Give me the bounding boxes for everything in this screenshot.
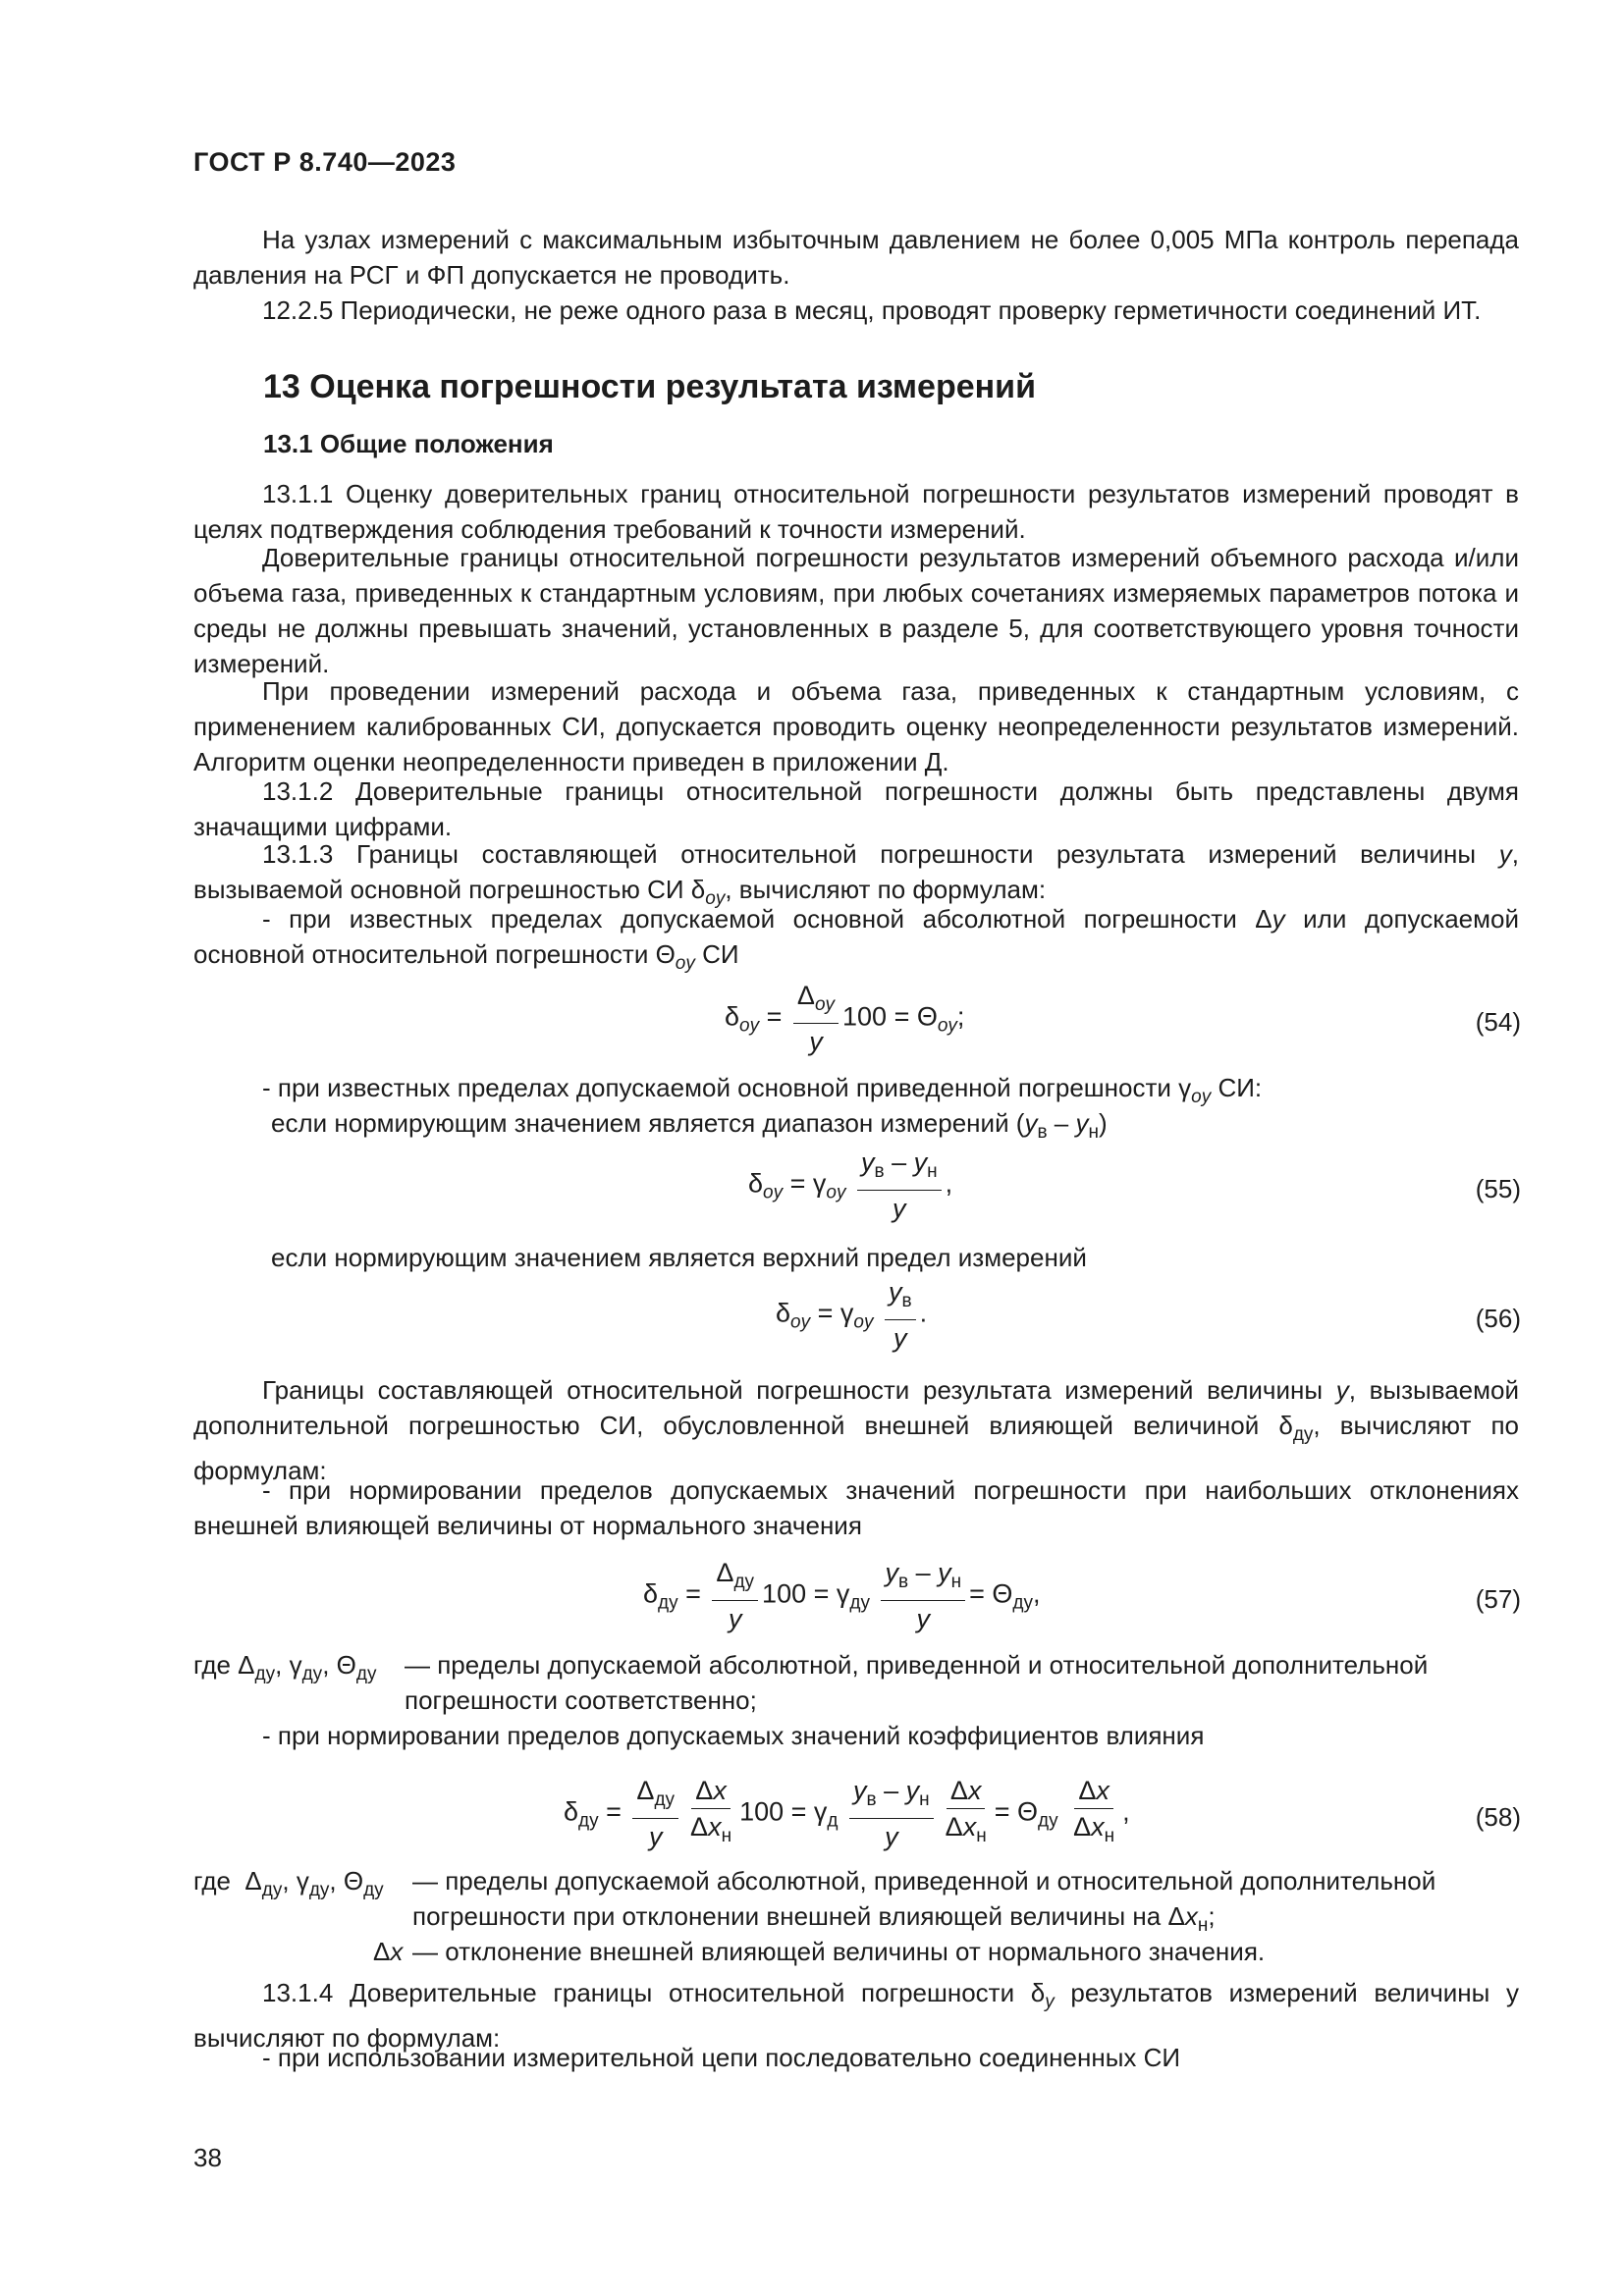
paragraph: 13.1.3 Границы составляющей относительной погрешности результата измерений величины y, вызываемой основной погрешностью СИ $\delta_{oy}$, вычисляют по формулам: <box>193 839 1519 909</box>
equation-number: (56) <box>1475 1304 1521 1333</box>
formula-54: $\delta_{oy}$ = $\frac{\Delta_{oy}}{y}$ $100 = \Theta_{oy}$; <box>725 981 965 1056</box>
section-title: 13 Оценка погрешности результата измерений <box>263 368 1036 405</box>
paragraph: При проведении измерений расхода и объема газа, приведенных к стандартным условиям, с применением калиброванных СИ, допускается проводить оценку неопределенности результатов измерений. Алгоритм оценки неопределенности приведен в приложении Д. <box>193 676 1519 776</box>
paragraph: На узлах измерений с максимальным избыточным давлением не более 0,005 МПа контроль перепада давления на РСГ и ФП допускается не проводить. <box>193 225 1519 290</box>
formula-58: $\delta_{ду}$ = $\frac{\Delta_{ду}}{y}$ $\frac{\Delta x}{\Delta x_н}$ $100 = \gamma_д$ $\frac{y_в - y_н}{y}$ $\frac{\Delta x}{\Delta x_н}$ = $\Theta_{ду}$ $\frac{\Delta x}{\Delta x_н}$ , <box>564 1776 1130 1851</box>
formula-55: $\delta_{oy} = \gamma_{oy}$ $\frac{y_в - y_н}{y}$ , <box>748 1148 953 1223</box>
equation-number: (54) <box>1475 1007 1521 1037</box>
paragraph: 13.1.2 Доверительные границы относительной погрешности должны быть представлены двумя значащими цифрами. <box>193 776 1519 841</box>
where-description: — отклонение внешней влияющей величины от нормального значения. <box>412 1937 1266 1966</box>
paragraph: Доверительные границы относительной погрешности результатов измерений объемного расхода и/или объема газа, приведенных к стандартным условиям, при любых сочетаниях измеряемых параметров потока и среды не должны превышать значений, установленных в разделе 5, для соответствующего уровня точности измерений. <box>193 543 1519 678</box>
paragraph: 13.1.4 Доверительные границы относительной погрешности $\delta_y$ результатов измерений величины у вычисляют по формулам: <box>193 1978 1519 2053</box>
where-description: — пределы допускаемой абсолютной, приведенной и относительной дополнительной погрешности при отклонении внешней влияющей величины на $\Delta x_н$; <box>412 1866 1436 1936</box>
paragraph: 12.2.5 Периодически, не реже одного раза в месяц, проводят проверку герметичности соединений ИТ. <box>262 295 1482 325</box>
formula-56: $\delta_{oy} = \gamma_{oy}$ $\frac{y_в}{y}$ . <box>776 1277 928 1353</box>
paragraph: Границы составляющей относительной погрешности результата измерений величины y, вызываемой дополнительной погрешностью СИ, обусловленной внешней влияющей величиной $\delta_{ду}$, вычисляют по формулам: <box>193 1375 1519 1485</box>
formula-57: $\delta_{ду}$ = $\frac{\Delta_{ду}}{y}$ $100 = \gamma_{ду}$ $\frac{y_в - y_н}{y}$ = $\Theta_{ду}$, <box>643 1558 1041 1633</box>
equation-number: (55) <box>1475 1174 1521 1203</box>
equation-number: (57) <box>1475 1584 1521 1614</box>
paragraph: - при известных пределах допускаемой основной приведенной погрешности $\gamma_{oy}$ СИ: <box>262 1073 1263 1107</box>
paragraph: если нормирующим значением является диапазон измерений $(y_в - y_н)$ <box>271 1108 1108 1143</box>
paragraph: 13.1.1 Оценку доверительных границ относительной погрешности результатов измерений проводят в целях подтверждения соблюдения требований к точности измерений. <box>193 479 1519 544</box>
paragraph: если нормирующим значением является верхний предел измерений <box>271 1243 1087 1272</box>
paragraph: - при известных пределах допускаемой основной абсолютной погрешности Δy или допускаемой основной относительной погрешности $\Theta_{oy}$ СИ <box>193 904 1519 974</box>
paragraph: - при нормировании пределов допускаемых значений погрешности при наибольших отклонениях внешней влияющей величины от нормального значения <box>193 1475 1519 1540</box>
where-label: где $\Delta_{ду}$, $\gamma_{ду}$, $\Theta_{ду}$ <box>193 1650 377 1684</box>
paragraph: - при нормировании пределов допускаемых значений коэффициентов влияния <box>262 1721 1205 1750</box>
page-number: 38 <box>193 2143 222 2172</box>
where-description: — пределы допускаемой абсолютной, приведенной и относительной дополнительной погрешности соответственно; <box>405 1650 1429 1715</box>
equation-number: (58) <box>1475 1802 1521 1832</box>
where-label: где $\Delta_{ду}$, $\gamma_{ду}$, $\Theta_{ду}$ <box>193 1866 384 1900</box>
document-header: ГОСТ Р 8.740—2023 <box>193 147 457 177</box>
subsection-title: 13.1 Общие положения <box>263 429 554 458</box>
paragraph: - при использовании измерительной цепи последовательно соединенных СИ <box>262 2043 1181 2072</box>
where-label: Δx <box>373 1937 404 1966</box>
